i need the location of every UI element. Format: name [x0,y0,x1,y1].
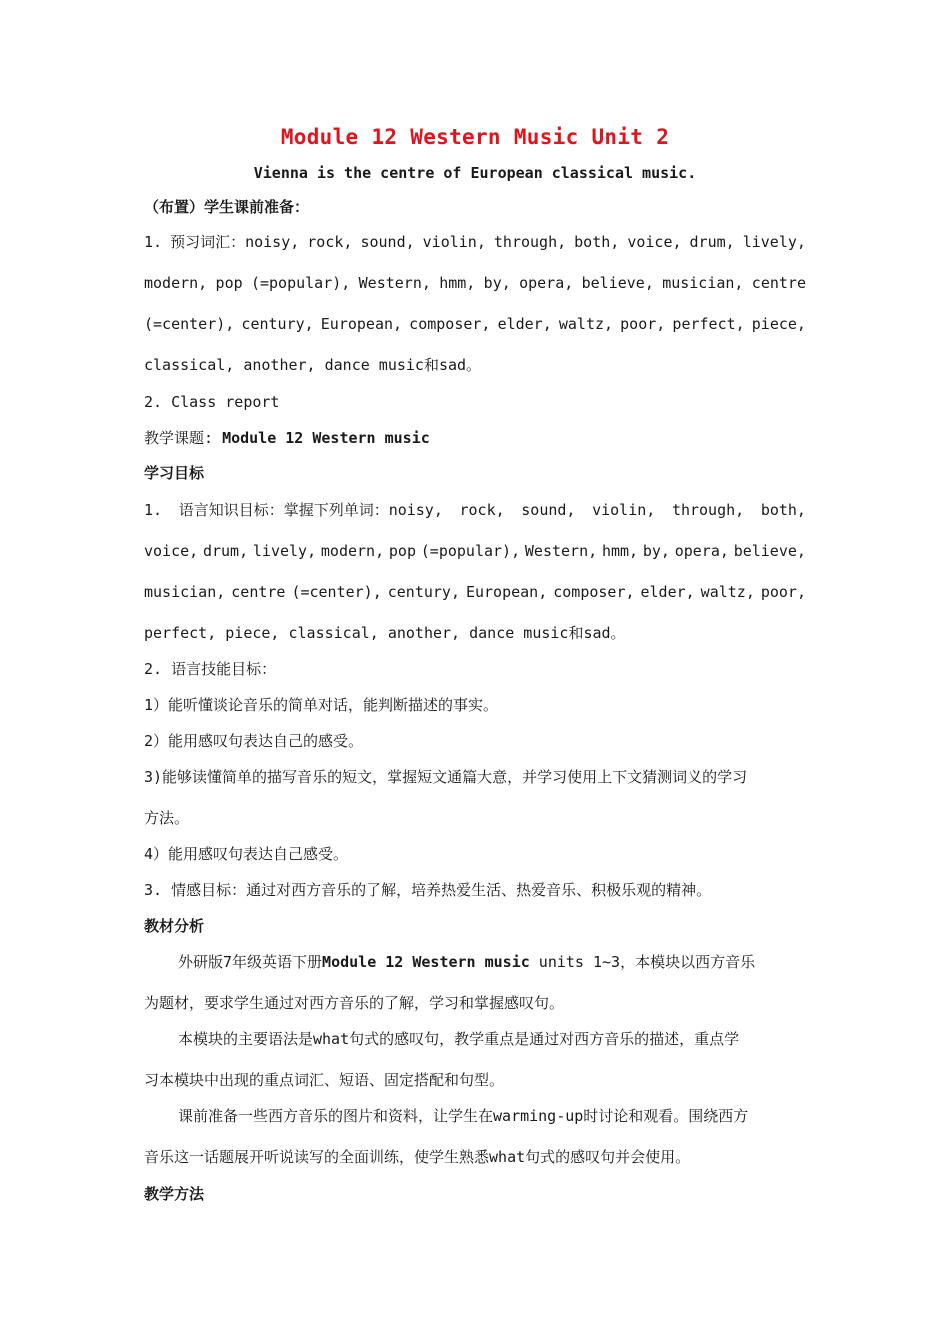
word: (=popular), [250,274,351,292]
word: (=center), [291,583,382,601]
prep-2: 2. Class report [144,393,280,411]
word: lively, [252,542,317,560]
word: through, [493,233,567,251]
goal-2-item: 2）能用感叹句表达自己的感受。 [144,732,364,750]
word: 语言知识目标：掌握下列单词：noisy, [178,501,443,519]
word: century, [241,315,314,333]
goal-2-item: 1）能听懂谈论音乐的简单对话，能判断描述的事实。 [144,696,499,714]
word: sound, [360,233,415,251]
word: modern, [320,542,385,560]
analysis-p3-line-2: 音乐这一话题展开听说读写的全面训练，使学生熟悉what句式的感叹句并会使用。 [144,1148,691,1166]
word: elder, [497,315,552,333]
word: both, [574,233,620,251]
analysis-p1-prefix: 外研版7年级英语下册 [178,953,323,971]
word: European, [465,583,548,601]
prep-1-line-3 [144,314,806,334]
word: voice, [144,542,199,560]
word: drum, [202,542,249,560]
word: both, [760,501,806,519]
word: European, [320,315,403,333]
word: hmm, [601,542,639,560]
word: poor, [760,583,806,601]
word: composer, [553,583,635,601]
word: Western, [524,542,598,560]
analysis-p1-line-2: 为题材，要求学生通过对西方音乐的了解，学习和掌握感叹句。 [144,994,565,1012]
method-heading: 教学方法 [144,1185,205,1203]
word: centre [751,274,806,292]
word: waltz, [558,315,614,333]
analysis-p2-line-2: 习本模块中出现的重点词汇、短语、固定搭配和句型。 [144,1071,505,1089]
goal-2-item: 4）能用感叹句表达自己感受。 [144,845,349,863]
word: rock, [459,501,505,519]
word: piece, [751,315,806,333]
prep-1-line-1 [144,232,806,252]
word: century, [387,583,460,601]
word: Western, [358,274,431,292]
goal-1-line-4: perfect, piece, classical, another, dance music和sad。 [144,624,626,642]
word: musician, [662,274,744,292]
goals-heading: 学习目标 [144,464,205,482]
word: violin, [592,501,656,519]
goal-2-item: 方法。 [144,809,190,827]
word: violin, [422,233,486,251]
analysis-p3-line-1: 课前准备一些西方音乐的图片和资料，让学生在warming-up时讨论和观看。围绕西方 [178,1107,749,1125]
word: opera, [519,274,574,292]
analysis-p1-suffix: units 1~3，本模块以西方音乐 [529,953,756,971]
word: waltz, [700,583,755,601]
word: pop [215,274,243,292]
word: believe, [581,274,654,292]
word: 预习词汇：noisy, [170,233,300,251]
prep-1-line-2 [144,273,806,293]
goal-2: 2. 语言技能目标： [144,660,277,678]
word: modern, [144,274,208,292]
word: poor, [620,315,666,333]
word: by, [483,274,511,292]
document-title: Module 12 Western Music Unit 2 [280,125,670,149]
word: rock, [307,233,353,251]
word: opera, [674,542,729,560]
word: drum, [689,233,735,251]
word: through, [671,501,745,519]
word: 1. [144,233,163,251]
word: 1. [144,501,163,519]
word: elder, [640,583,695,601]
goal-2-item: 3)能够读懂简单的描写音乐的短文，掌握短文通篇大意，并学习使用上下文猜测词义的学习 [144,768,748,786]
word: believe, [733,542,806,560]
word: sound, [521,501,576,519]
goal-3: 3. 情感目标：通过对西方音乐的了解，培养热爱生活、热爱音乐、积极乐观的精神。 [144,881,712,899]
word: voice, [627,233,682,251]
topic-line [144,428,806,448]
goal-1-line-3 [144,582,806,602]
topic-label: 教学课题: [144,429,223,447]
goal-1-line-1 [144,500,806,520]
word: composer, [409,315,491,333]
word: (=popular), [420,542,521,560]
word: pop [388,542,416,560]
word: hmm, [439,274,476,292]
prep-1-line-4: classical, another, dance music和sad。 [144,356,482,374]
prep-heading: （布置）学生课前准备： [144,198,310,216]
analysis-p1-line-1 [144,952,806,972]
analysis-p1-bold: Module 12 Western music [322,953,530,971]
analysis-p2-line-1: 本模块的主要语法是what句式的感叹句，教学重点是通过对西方音乐的描述，重点学 [178,1030,740,1048]
word: musician, [144,583,226,601]
topic-value: Module 12 Western music [222,429,430,447]
word: lively, [742,233,806,251]
word: (=center), [144,315,235,333]
goal-1-line-2 [144,541,806,561]
word: by, [642,542,670,560]
word: centre [231,583,286,601]
word: perfect, [672,315,745,333]
analysis-heading: 教材分析 [144,917,205,935]
document-subtitle: Vienna is the centre of European classical music. [253,164,697,182]
